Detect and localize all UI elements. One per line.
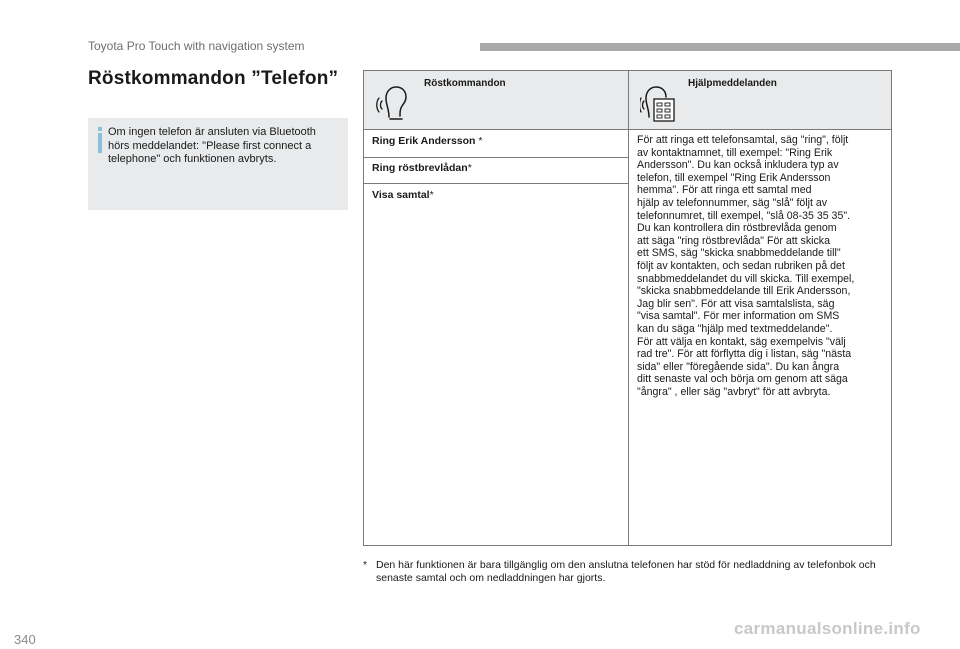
help-line: telefon, till exempel "Ring Erik Andersson	[637, 171, 831, 184]
header-bar	[480, 43, 960, 51]
help-line: "skicka snabbmeddelande till Erik Andersson,	[637, 285, 851, 298]
help-line: Du kan kontrollera din röstbrevlåda genom	[637, 222, 837, 235]
page-number: 340	[14, 632, 36, 647]
page-title: Röstkommandon ”Telefon”	[88, 68, 339, 89]
row-separator	[364, 157, 628, 158]
command-ring-contact: Ring Erik Andersson *	[372, 135, 483, 147]
help-line: ditt senaste val och börja om genom att säga	[637, 373, 848, 386]
help-line: Jag blir sen". För att visa samtalslista, säg	[637, 297, 835, 310]
footnote-text: Den här funktionen är bara tillgänglig om den anslutna telefonen har stöd för nedladdning av telefonbok och senaste samtal och om nedladdningen har gjorts.	[376, 559, 876, 584]
help-line: sida" eller "föregående sida". Du kan ångra	[637, 360, 840, 373]
help-line: kan du säga "hjälp med textmeddelande".	[637, 322, 833, 335]
running-header: Toyota Pro Touch with navigation system	[88, 39, 305, 53]
help-line: av kontaktnamnet, till exempel: "Ring Erik	[637, 146, 833, 159]
watermark: carmanualsonline.info	[734, 619, 921, 638]
help-line: För att välja en kontakt, säg exempelvis "välj	[637, 335, 846, 348]
help-line: rad tre". För att förflytta dig i listan, säg "nästa	[637, 348, 852, 361]
help-line: snabbmeddelandet du vill skicka. Till exempel,	[637, 272, 855, 285]
info-marker-icon	[96, 127, 104, 159]
command-show-calls: Visa samtal*	[372, 189, 434, 201]
footnote	[363, 559, 883, 585]
column-divider	[628, 71, 629, 545]
help-line: "visa samtal". För mer information om SMS	[637, 310, 840, 323]
help-line: Andersson". Du kan också inkludera typ av	[637, 159, 839, 172]
voice-command-table	[363, 70, 892, 546]
info-box	[88, 118, 348, 210]
command-ring-voicemail: Ring röstbrevlådan*	[372, 162, 472, 174]
header-help: Hjälpmeddelanden	[688, 78, 777, 89]
help-messages	[637, 134, 887, 398]
header-commands: Röstkommandon	[424, 78, 506, 89]
help-line: hemma". För att ringa ett samtal med	[637, 184, 812, 197]
voice-help-icon	[640, 85, 676, 123]
help-line: För att ringa ett telefonsamtal, säg "ring", följt	[637, 134, 849, 146]
help-line: ett SMS, säg "skicka snabbmeddelande till"	[637, 247, 841, 260]
help-line: följt av kontakten, och sedan rubriken på det	[637, 259, 845, 272]
help-line: telefonnumret, till exempel, "slå 08-35 35 35".	[637, 209, 851, 222]
help-line: hjälp av telefonnummer, säg "slå" följt av	[637, 196, 828, 209]
info-text: Om ingen telefon är ansluten via Bluetooth hörs meddelandet: "Please first connect a telephone" och funktionen avbryts.	[108, 126, 316, 165]
row-separator	[364, 183, 628, 184]
help-line: att säga "ring röstbrevlåda" För att skicka	[637, 234, 830, 247]
help-line: "ångra" , eller säg "avbryt" för att avbryta.	[637, 385, 831, 398]
voice-command-icon	[376, 85, 408, 123]
footnote-mark: *	[363, 559, 368, 571]
